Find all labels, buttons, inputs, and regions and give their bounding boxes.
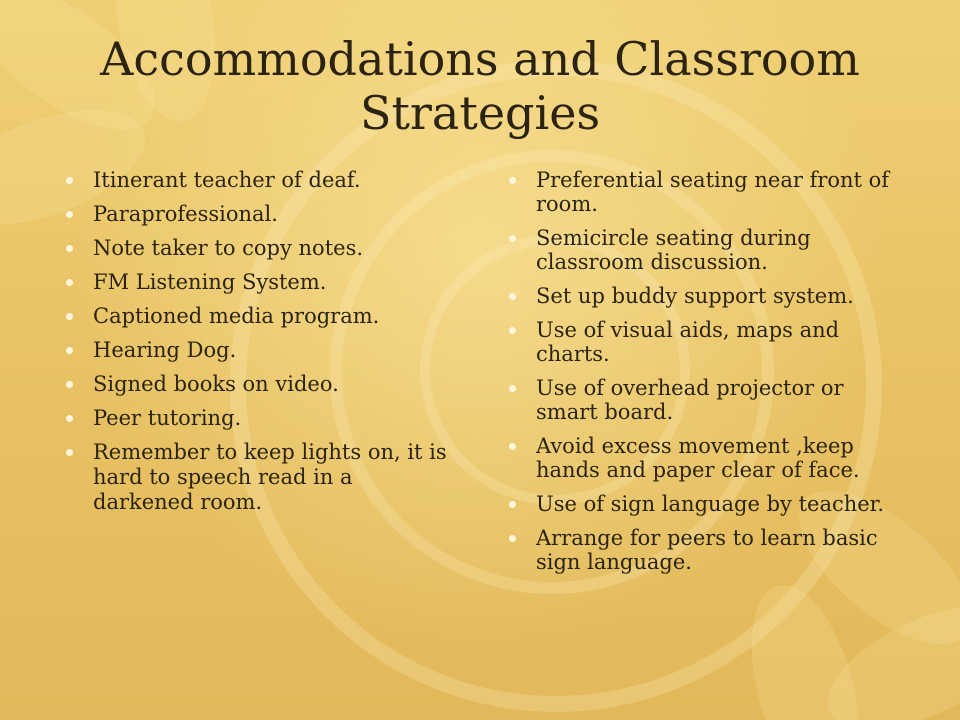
list-item xyxy=(62,202,457,227)
list-item xyxy=(62,440,457,515)
list-item-text: Signed books on video. xyxy=(93,372,339,396)
bullet-icon xyxy=(509,235,516,242)
bullet-icon xyxy=(66,381,73,388)
list-item-text: Itinerant teacher of deaf. xyxy=(93,168,361,192)
decorative-petal xyxy=(810,580,960,720)
list-item-text: Avoid excess movement ,keep hands and paper clear of face. xyxy=(536,434,860,482)
list-item xyxy=(62,406,457,431)
bullet-icon xyxy=(66,211,73,218)
bullet-icon xyxy=(509,443,516,450)
list-item-text: Note taker to copy notes. xyxy=(93,236,364,260)
list-item xyxy=(62,304,457,329)
list-item xyxy=(505,526,900,574)
list-item-text: Arrange for peers to learn basic sign language. xyxy=(536,526,878,574)
list-item-text: Remember to keep lights on, it is hard to speech read in a darkened room. xyxy=(93,440,447,514)
list-item-text: Peer tutoring. xyxy=(93,406,242,430)
bullet-icon xyxy=(66,347,73,354)
list-item-text: Set up buddy support system. xyxy=(536,284,854,308)
list-item xyxy=(62,270,457,295)
slide-title: Accommodations and Classroom Strategies xyxy=(100,32,860,140)
list-item xyxy=(505,376,900,424)
left-bullet-list xyxy=(62,168,457,524)
list-item xyxy=(62,338,457,363)
list-item xyxy=(62,168,457,193)
bullet-icon xyxy=(66,313,73,320)
bullet-icon xyxy=(66,177,73,184)
list-item-text: Use of visual aids, maps and charts. xyxy=(536,318,840,366)
bullet-icon xyxy=(66,449,73,456)
bullet-icon xyxy=(66,415,73,422)
list-item xyxy=(505,318,900,366)
list-item xyxy=(505,434,900,482)
list-item xyxy=(505,168,900,216)
bullet-icon xyxy=(66,245,73,252)
list-item xyxy=(505,284,900,308)
right-bullet-list xyxy=(505,168,900,584)
bullet-icon xyxy=(509,385,516,392)
bullet-icon xyxy=(509,535,516,542)
list-item xyxy=(505,492,900,516)
list-item-text: Semicircle seating during classroom discussion. xyxy=(536,226,811,274)
list-item-text: FM Listening System. xyxy=(93,270,327,294)
list-item xyxy=(62,236,457,261)
bullet-icon xyxy=(66,279,73,286)
bullet-icon xyxy=(509,501,516,508)
bullet-icon xyxy=(509,177,516,184)
list-item-text: Captioned media program. xyxy=(93,304,380,328)
list-item-text: Use of sign language by teacher. xyxy=(536,492,885,516)
list-item xyxy=(505,226,900,274)
list-item-text: Hearing Dog. xyxy=(93,338,237,362)
bullet-icon xyxy=(509,293,516,300)
list-item-text: Use of overhead projector or smart board. xyxy=(536,376,844,424)
decorative-petal xyxy=(732,574,878,720)
list-item xyxy=(62,372,457,397)
list-item-text: Paraprofessional. xyxy=(93,202,278,226)
list-item-text: Preferential seating near front of room. xyxy=(536,168,890,216)
bullet-icon xyxy=(509,327,516,334)
